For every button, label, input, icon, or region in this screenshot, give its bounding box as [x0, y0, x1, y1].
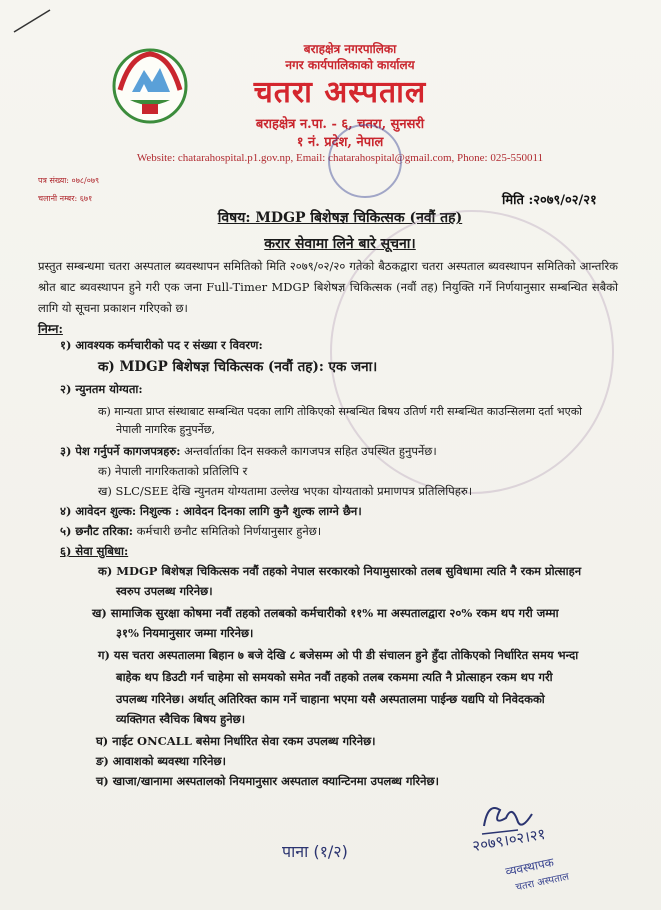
signature-date: २०७९।०२।२१: [470, 824, 547, 856]
section-6-b-line1: ख) सामाजिक सुरक्षा कोषमा नवौं तहको तलबको कर्मचारीको ११% मा अस्पतालद्वारा २०% रकम थप गरी जम्मा: [92, 606, 559, 620]
section-4-row: [60, 502, 362, 521]
section-5-text: कर्मचारी छनौट समितिको निर्णयानुसार हुनेछ।: [136, 524, 322, 538]
section-5-row: [60, 522, 321, 541]
province-line: १ नं. प्रदेश, नेपाल: [296, 135, 384, 150]
dispatch-number: चलानी नम्बर: ६७१: [38, 194, 93, 203]
section-3-row: [60, 442, 437, 461]
section-6-f: च) खाजा/खानामा अस्पतालको नियमानुसार अस्पताल क्यान्टिनमा उपलब्ध गरिनेछ।: [96, 774, 439, 788]
section-4-text: निशुल्क : आवेदन दिनका लागि कुनै शुल्क लाग्ने छैन।: [139, 504, 362, 518]
section-1-a: क) MDGP बिशेषज्ञ चिकित्सक (नवौं तह): एक जना।: [98, 359, 378, 375]
office-stamp: [328, 124, 402, 198]
section-6-a-line2: स्वरुप उपलब्ध गरिनेछ।: [116, 584, 213, 598]
section-2-a-line2: नेपाली नागरिक हुनुपर्नेछ,: [116, 423, 215, 436]
section-3-a: क) नेपाली नागरिकताको प्रतिलिपि र: [98, 464, 248, 478]
section-2-title: २) न्युनतम योग्यता:: [60, 382, 143, 396]
section-6-b-line2: ३१% नियमानुसार जम्मा गरिनेछ।: [116, 626, 254, 640]
municipality-name: बराहक्षेत्र नगरपालिका: [303, 42, 397, 56]
notice-subject: विषय: MDGP बिशेषज्ञ चिकित्सक (नवौं तह): [217, 210, 463, 226]
section-6-c-line1: ग) यस चतरा अस्पतालमा बिहान ७ बजे देखि ८ बजेसम्म ओ पी डी संचालन हुने हुँदा तोकिएको निर्धारित समय भन्दा: [98, 648, 579, 662]
page-number: पाना (१/२): [282, 842, 348, 861]
government-emblem-icon: [110, 46, 190, 126]
section-6-e: ङ) आवाशको ब्यवस्था गरिनेछ।: [96, 754, 226, 768]
section-3-b: ख) SLC/SEE देखि न्युनतम योग्यतामा उल्लेख भएका योग्यताको प्रमाणपत्र प्रतिलिपिहरु।: [98, 484, 473, 498]
section-2-a-line1: क) मान्यता प्राप्त संस्थाबाट सम्बन्धित पदका लागि तोकिएको सम्बन्धित बिषय उतिर्ण गरी सम्बन्धित काउन्सिलमा दर्ता भएको: [98, 405, 582, 418]
pen-stroke-mark: [12, 6, 52, 34]
section-3-title: ३) पेश गर्नुपर्ने कागजपत्रहरु:: [60, 444, 181, 458]
section-6-title: ६) सेवा सुबिधा:: [60, 544, 129, 558]
section-3-text: अन्तर्वार्ताका दिन सक्कलै कागजपत्र सहित उपस्थित हुनुपर्नेछ।: [184, 444, 437, 458]
letter-number: पत्र संख्या: ०७८/०७९: [38, 176, 100, 185]
contact-line: Website: chatarahospital.p1.gov.np, Email: chatarahospital@gmail.com, Phone: 025-550011: [136, 152, 544, 164]
intro-paragraph: प्रस्तुत सम्बन्धमा चतरा अस्पताल ब्यवस्थापन समितिको मिति २०७९/०२/२० गतेको बैठकद्वारा चतरा अस्पताल ब्यवस्थापन समितिको आन्तरिक श्रोत बाट ब्यवस्थापन हुने गरी एक जना Full-Timer MDGP बिशेषज्ञ चिकित्सक (नवौं तह) नियुक्ति गर्ने निर्णयानुसार सम्बन्धित सबैको लागि यो सूचना प्रकाशन गरिएको छ।: [38, 259, 618, 315]
section-6-c-line2: बाहेक थप डिउटी गर्न चाहेमा सो समयको समेत नवौं तहको तलब रकममा त्यति नै प्रोत्साहन रकम थप गरी: [116, 670, 553, 684]
notice-title: करार सेवामा लिने बारे सूचना।: [264, 236, 416, 252]
signatory-role: व्यवस्थापक: [504, 855, 556, 879]
office-name: नगर कार्यपालिकाको कार्यालय: [285, 58, 415, 72]
address-line: बराहक्षेत्र न.पा. - ६, चतरा, सुनसरी: [255, 117, 425, 132]
conditions-label: निम्न:: [38, 322, 63, 336]
section-6-a-line1: क) MDGP बिशेषज्ञ चिकित्सक नवौं तहको नेपाल सरकारको नियामुसारको तलब सुविधामा त्यति नै रकम प्रोत्साहन: [98, 564, 582, 578]
notice-date: मिति :२०७९/०२/२१: [502, 193, 597, 208]
section-4-title: ४) आवेदन शुल्क:: [60, 504, 137, 518]
section-1-title: १) आवश्यक कर्मचारीको पद र संख्या र विवरण:: [60, 338, 263, 352]
signatory-org: चतरा अस्पताल: [514, 871, 571, 894]
section-6-c-line4: व्यक्तिगत स्वैचिक बिषय हुनेछ।: [116, 712, 246, 726]
section-6-c-line3: उपलब्ध गरिनेछ। अर्थात् अतिरिक्त काम गर्ने चाहाना भएमा यसै अस्पतालमा पाईन्छ यद्यपि यो निवेदकको: [116, 692, 545, 706]
hospital-name: चतरा अस्पताल: [253, 75, 427, 110]
section-6-d: घ) नाईट ONCALL बसेमा निर्धारित सेवा रकम उपलब्ध गरिनेछ।: [96, 734, 376, 748]
section-5-title: ५) छनौट तरिका:: [60, 524, 133, 538]
